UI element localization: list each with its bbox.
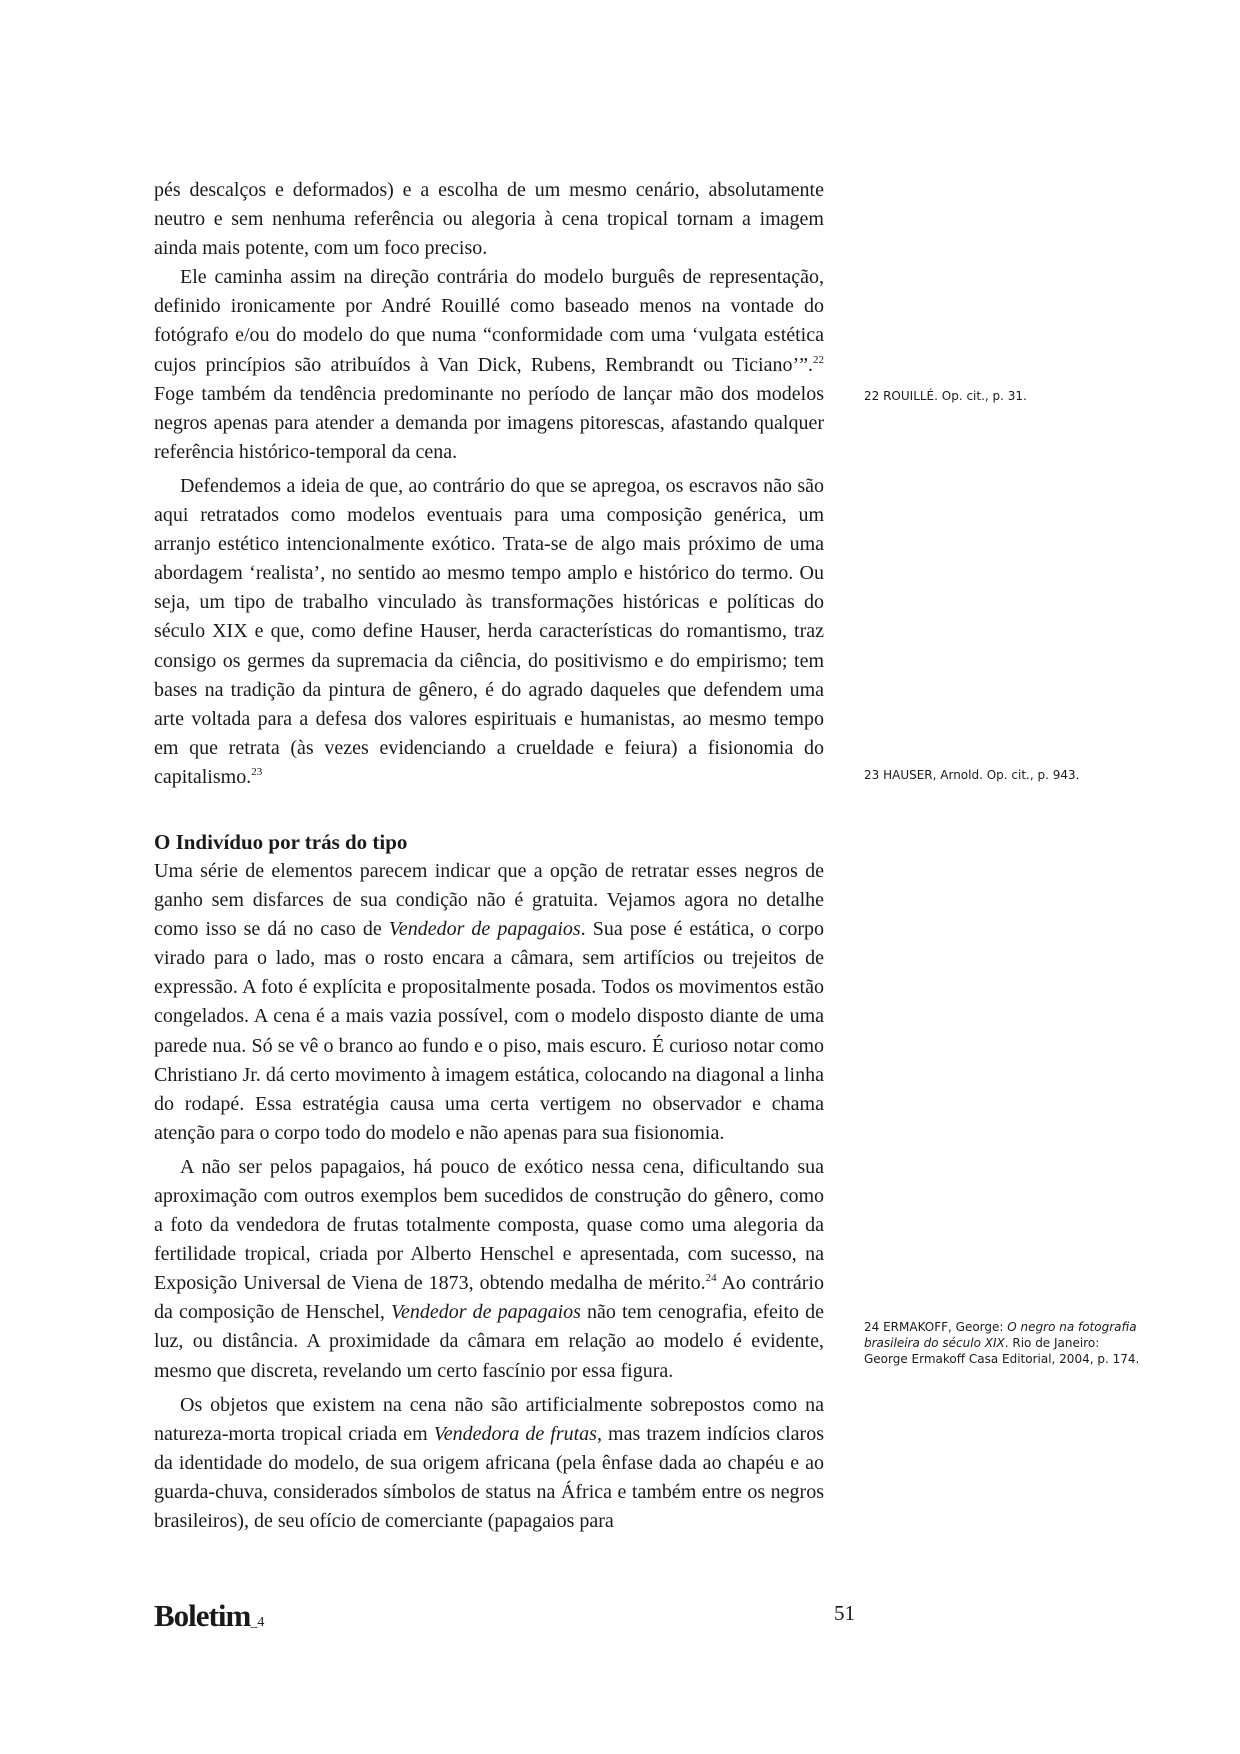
section-heading: O Indivíduo por trás do tipo — [154, 829, 408, 854]
footnote-book-title: O negro na fotografia brasileira do século XIX — [864, 1320, 1137, 1350]
paragraph-text: Foge também da tendência predominante no período de lançar mão dos modelos negros apenas para atender a demanda por imagens pitorescas, afastando qualquer referência histórico-temporal da cena. — [154, 382, 824, 463]
footnote-ref-23: 23 — [251, 765, 263, 778]
work-title: Vendedor de papagaios — [391, 1301, 581, 1324]
paragraph-text: não tem cenografia, efeito de luz, ou distância. A proximidade da câmara em relação ao modelo é evidente, mesmo que discreta, revelando um certo fascínio por essa figura. — [154, 1301, 824, 1382]
footnote-text: 24 ERMAKOFF, George: — [864, 1320, 1008, 1334]
paragraph-text: A não ser pelos papagaios, há pouco de exótico nessa cena, dificultando sua aproximação com outros exemplos bem sucedidos de construção do gênero, como a foto da vendedora de frutas totalmente composta, quase como uma alegoria da fertilidade tropical, criada por Alberto Henschel e apresentada, com sucesso, na Exposição Universal de Viena de 1873, obtendo medalha de mérito. — [154, 1155, 824, 1295]
paragraph-text: Os objetos que existem na cena não são artificialmente sobrepostos como na natureza-morta tropical criada em — [154, 1393, 824, 1445]
footnote-23: 23 HAUSER, Arnold. Op. cit., p. 943. — [864, 768, 1080, 782]
paragraph-text: Ao contrário da composição de Henschel, — [154, 1272, 824, 1324]
main-text-column — [154, 176, 824, 1536]
paragraph — [154, 1391, 824, 1536]
paragraph — [154, 857, 824, 1148]
footnote-22: 22 ROUILLÉ. Op. cit., p. 31. — [864, 389, 1027, 403]
issue-number: _4 — [250, 1615, 265, 1630]
footnote-ref-24: 24 — [705, 1272, 717, 1285]
paragraph — [154, 263, 824, 467]
paragraph-text: Ele caminha assim na direção contrária do modelo burguês de representação, definido ironicamente por André Rouillé como baseado menos na vontade do fotógrafo e/ou do modelo do que numa “conformidade com uma ‘vulgata estética cujos princípios são atribuídos à Van Dick, Rubens, Rembrandt ou Ticiano’”. — [154, 266, 824, 376]
paragraph-text: . Sua pose é estática, o corpo virado para o lado, mas o rosto encara a câmara, sem artifícios ou trejeitos de expressão. A foto é explícita e propositalmente posada. Todos os movimentos estão congelados. A cena é a mais vazia possível, com o modelo disposto diante de uma parede nua. Só se vê o branco ao fundo e o piso, mais escuro. É curioso notar como Christiano Jr. dá certo movimento à imagem estática, colocando na diagonal a linha do rodapé. Essa estratégia causa uma certa vertigem no observador e chama atenção para o corpo todo do modelo e não apenas para sua fisionomia. — [154, 918, 824, 1144]
paragraph — [154, 176, 824, 263]
paragraph — [154, 1153, 824, 1386]
paragraph-text: mas trazem indícios claros da identidade do modelo, de sua origem africana (pela ênfase dada ao chapéu e ao guarda-chuva, considerados símbolos de status na África e também entre os negros brasileiros), de seu ofício de comerciante (papagaios para — [154, 1422, 824, 1533]
paragraph-text: Defendemos a ideia de que, ao contrário do que se apregoa, os escravos não são aqui retratados como modelos eventuais para uma composição genérica, um arranjo estético intencionalmente exótico. Trata-se de algo mais próximo de uma abordagem ‘realista’, no sentido ao mesmo tempo amplo e histórico do termo. Ou seja, um tipo de trabalho vinculado às transformações históricas e políticas do século XIX e que, como define Hauser, herda características do romantismo, traz consigo os germes da supremacia da ciência, do positivismo e do empirismo; tem bases na tradição da pintura de gênero, é do agrado daqueles que defendem uma arte voltada para a defesa dos valores espirituais e humanistas, ao mesmo tempo em que retrata (às vezes evidenciando a crueldade e feiura) a fisionomia do capitalismo. — [154, 474, 824, 788]
paragraph-text: pés descalços e deformados) e a escolha de um mesmo cenário, absolutamente neutro e sem nenhuma referência ou alegoria à cena tropical tornam a imagem ainda mais potente, com um foco preciso. — [154, 179, 824, 260]
page-number: 51 — [834, 1601, 855, 1625]
publication-name: Boletim — [154, 1598, 251, 1633]
footnote-text: . Rio de Janeiro: George Ermakoff Casa Editorial, 2004, p. 174. — [864, 1336, 1140, 1366]
footnote-24 — [864, 1319, 1146, 1367]
work-title: Vendedora de frutas, — [433, 1422, 602, 1445]
footnote-ref-22: 22 — [813, 353, 824, 366]
paragraph-text: Uma série de elementos parecem indicar que a opção de retratar esses negros de ganho sem disfarces de sua condição não é gratuita. Vejamos agora no detalhe como isso se dá no caso de — [154, 859, 824, 941]
paragraph — [154, 472, 824, 792]
work-title: Vendedor de papagaios — [388, 918, 581, 941]
publication-logo — [154, 1598, 264, 1634]
